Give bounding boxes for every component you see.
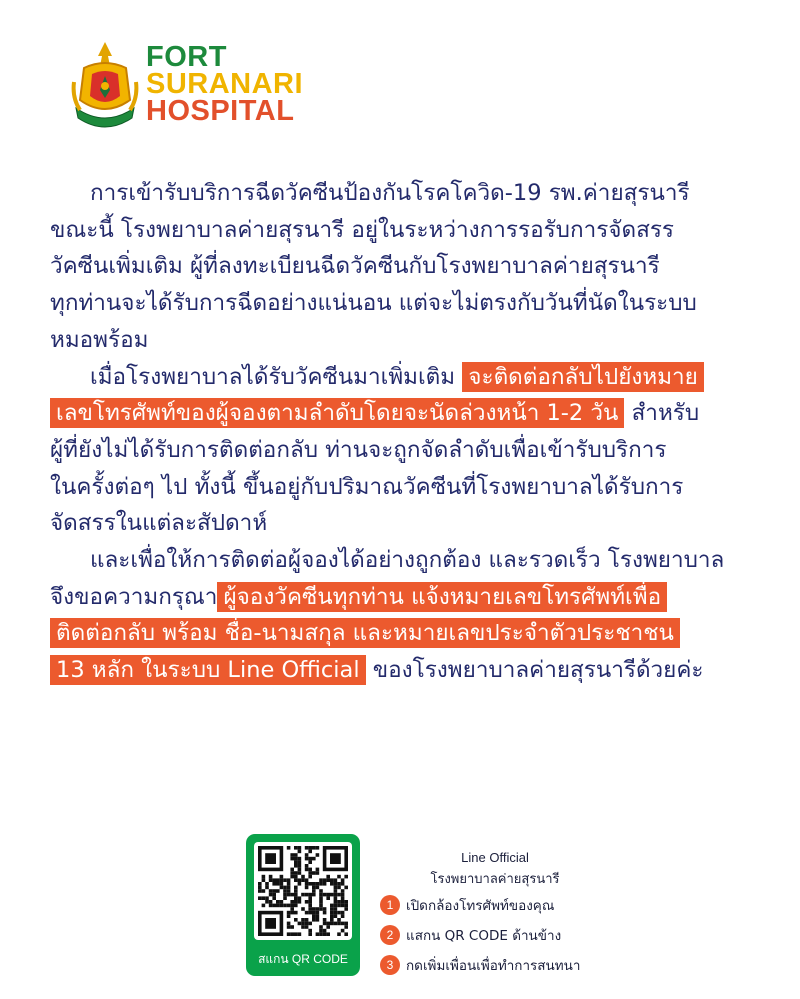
p2-text: เมื่อโรงพยาบาลได้รับวัคซีนมาเพิ่มเติม	[90, 363, 463, 390]
step-text: กดเพิ่มเพื่อนเพื่อทำการสนทนา	[406, 958, 581, 974]
p3-line	[50, 579, 770, 616]
p3-text: ของโรงพยาบาลค่ายสุรนารีด้วยค่ะ	[365, 657, 704, 684]
qr-code-icon	[254, 842, 352, 940]
logo-line-hospital: HOSPITAL	[146, 95, 295, 127]
p2-line	[50, 359, 770, 396]
logo-line-suranari: SURANARI	[146, 68, 304, 100]
p2-line: ในครั้งต่อๆ ไป ทั้งนี้ ขึ้นอยู่กับปริมาณวัคซีนที่โรงพยาบาลได้รับการ	[50, 473, 684, 500]
instruction-step	[380, 924, 561, 946]
line-official-subtitle: โรงพยาบาลค่ายสุรนารี	[430, 872, 560, 887]
qr-code-image[interactable]	[254, 842, 352, 940]
p1-line: การเข้ารับบริการฉีดวัคซีนป้องกันโรคโควิด-19 รพ.ค่ายสุรนารี	[90, 180, 690, 206]
p2-text: สำหรับ	[624, 400, 700, 427]
p3-line	[50, 615, 770, 652]
p1-line: หมอพร้อม	[50, 326, 149, 353]
p1-line: ขณะนี้ โรงพยาบาลค่ายสุรนารี อยู่ในระหว่างการรอรับการจัดสรร	[50, 216, 674, 243]
logo-wordmark	[146, 41, 304, 127]
p3-text: จึงขอความกรุณา	[50, 583, 218, 610]
hospital-crest-icon	[70, 38, 140, 138]
p3-line	[50, 652, 770, 689]
highlight-text: ติดต่อกลับ พร้อม ชื่อ-นามสกุล และหมายเลขประจำตัวประชาชน	[50, 618, 680, 648]
p1-line: ทุกท่านจะได้รับการฉีดอย่างแน่นอน แต่จะไม่ตรงกับวันที่นัดในระบบ	[50, 290, 697, 317]
highlight-text: 13 หลัก ในระบบ Line Official	[50, 655, 366, 685]
p2-line: ผู้ที่ยังไม่ได้รับการติดต่อกลับ ท่านจะถูกจัดลำดับเพื่อเข้ารับบริการ	[50, 436, 667, 463]
step-number-badge: 3	[380, 955, 400, 975]
line-official-title: Line Official	[461, 850, 529, 865]
p2-line: จัดสรรในแต่ละสัปดาห์	[50, 510, 268, 537]
qr-scan-label: สแกน QR CODE	[258, 952, 348, 966]
p1-line: วัคซีนเพิ่มเติม ผู้ที่ลงทะเบียนฉีดวัคซีนกับโรงพยาบาลค่ายสุรนารี	[50, 253, 660, 280]
highlight-text: ผู้จองวัคซีนทุกท่าน แจ้งหมายเลขโทรศัพท์เพื่อ	[217, 582, 667, 612]
step-text: เปิดกล้องโทรศัพท์ของคุณ	[406, 898, 555, 914]
step-number-badge: 1	[380, 895, 400, 915]
logo-line-fort: FORT	[146, 41, 227, 73]
step-text: แสกน QR CODE ด้านข้าง	[406, 928, 562, 944]
highlight-text: เลขโทรศัพท์ของผู้จองตามลำดับโดยจะนัดล่วงหน้า 1-2 วัน	[50, 398, 624, 428]
step-number-badge: 2	[380, 925, 400, 945]
highlight-text: จะติดต่อกลับไปยังหมาย	[462, 362, 704, 392]
announcement-body	[50, 175, 770, 689]
p3-line: และเพื่อให้การติดต่อผู้จองได้อย่างถูกต้อง และรวดเร็ว โรงพยาบาล	[90, 547, 725, 574]
qr-code-card[interactable]	[246, 834, 360, 976]
instruction-step	[380, 894, 554, 916]
p2-line	[50, 395, 770, 432]
hospital-logo	[70, 38, 350, 138]
instruction-step	[380, 954, 581, 976]
